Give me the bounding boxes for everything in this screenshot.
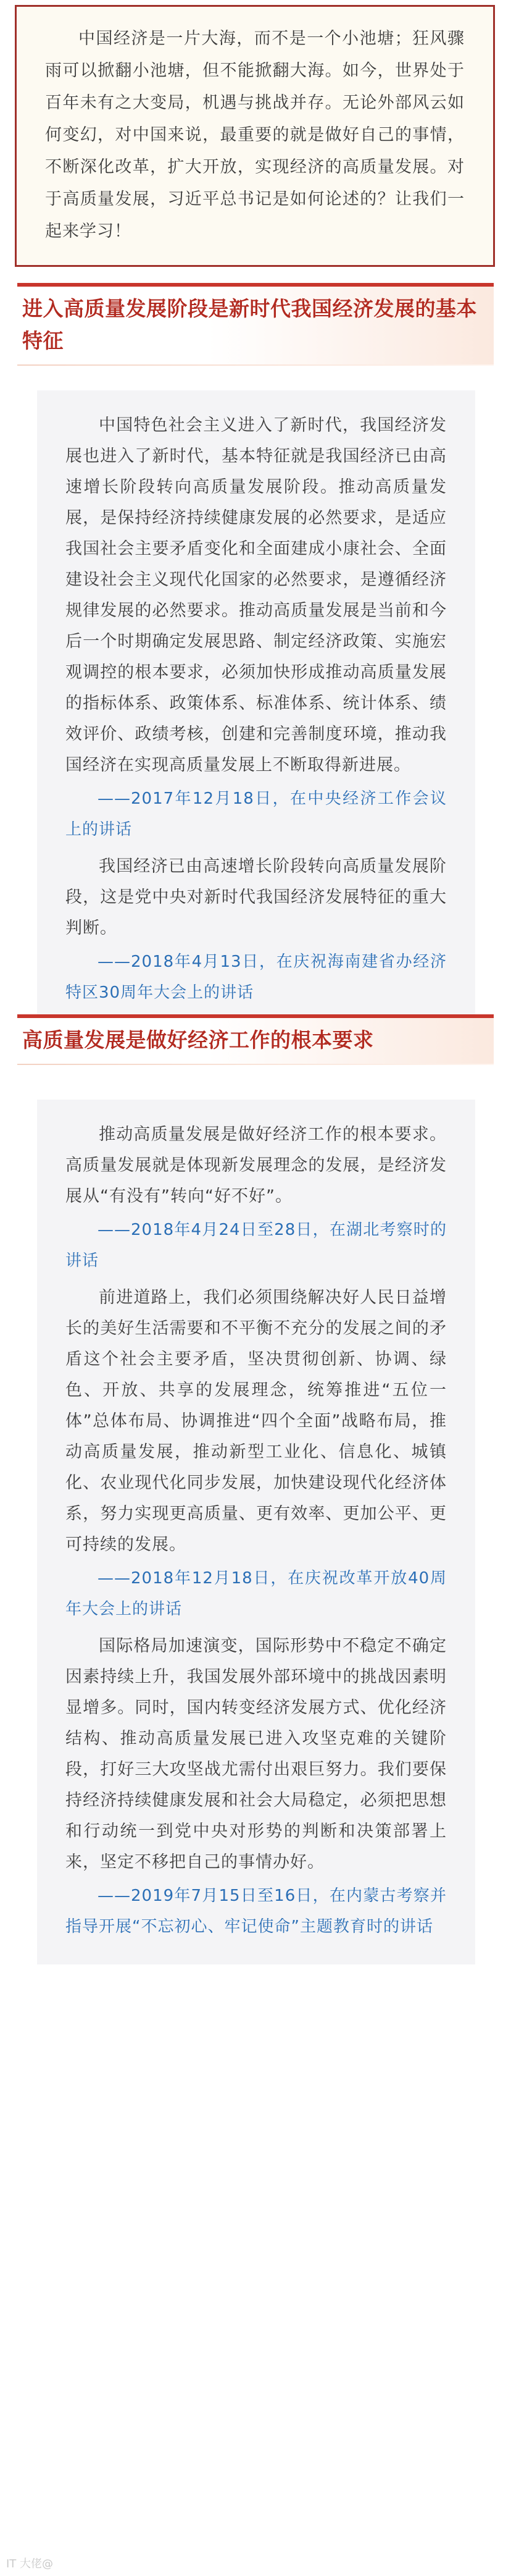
section-header-2 xyxy=(17,1014,494,1065)
source-citation: ——2018年12月18日，在庆祝改革开放40周年大会上的讲话 xyxy=(65,1569,447,1618)
paragraph: 前进道路上，我们必须围绕解决好人民日益增长的美好生活需要和不平衡不充分的发展之间的矛盾这个社会主要矛盾，坚决贯彻创新、协调、绿色、开放、共享的发展理念，统筹推进“五位一体”总体布局、协调推进“四个全面”战略布局，推动高质量发展，推动新型工业化、信息化、城镇化、农业现代化同步发展，加快建设现代化经济体系，努力实现更高质量、更有效率、更加公平、更可持续的发展。 xyxy=(65,1288,447,1554)
section-title-2: 高质量发展是做好经济工作的根本要求 xyxy=(22,1028,374,1052)
source-citation: ——2018年4月24日至28日，在湖北考察时的讲话 xyxy=(65,1221,447,1270)
paragraph: 我国经济已由高速增长阶段转向高质量发展阶段，这是党中央对新时代我国经济发展特征的重大判断。 xyxy=(65,857,447,938)
section-header-bottombar xyxy=(17,364,494,366)
intro-box xyxy=(15,5,495,267)
paragraph: 国际格局加速演变，国际形势中不稳定不确定因素持续上升，我国发展外部环境中的挑战因素明显增多。同时，国内转变经济发展方式、优化经济结构、推动高质量发展已进入攻坚克难的关键阶段，打好三大攻坚战尤需付出艰巨努力。我们要保持经济持续健康发展和社会大局稳定，必须把思想和行动统一到党中央对形势的判断和决策部署上来，坚定不移把自己的事情办好。 xyxy=(65,1636,447,1872)
source-citation: ——2017年12月18日，在中央经济工作会议上的讲话 xyxy=(65,789,447,839)
intro-text: 中国经济是一片大海，而不是一个小池塘；狂风骤雨可以掀翻小池塘，但不能掀翻大海。如今，世界处于百年未有之大变局，机遇与挑战并存。无论外部风云如何变幻，对中国来说，最重要的就是做好自己的事情，不断深化改革，扩大开放，实现经济的高质量发展。对于高质量发展，习近平总书记是如何论述的？让我们一起来学习！ xyxy=(45,29,465,241)
section-header-1 xyxy=(17,283,494,366)
paragraph: 推动高质量发展是做好经济工作的根本要求。高质量发展就是体现新发展理念的发展，是经济发展从“有没有”转向“好不好”。 xyxy=(65,1125,447,1206)
section-content-1 xyxy=(37,390,475,1030)
watermark: IT 大佬@ xyxy=(6,2557,54,2570)
section-content-2 xyxy=(37,1100,475,1964)
source-citation: ——2019年7月15日至16日，在内蒙古考察并指导开展“不忘初心、牢记使命”主题教育时的讲话 xyxy=(65,1887,447,1936)
section-header-bottombar xyxy=(17,1064,494,1065)
section-title-1: 进入高质量发展阶段是新时代我国经济发展的基本特征 xyxy=(22,297,477,353)
paragraph: 中国特色社会主义进入了新时代，我国经济发展也进入了新时代，基本特征就是我国经济已由高速增长阶段转向高质量发展阶段。推动高质量发展，是保持经济持续健康发展的必然要求，是适应我国社会主要矛盾变化和全面建成小康社会、全面建设社会主义现代化国家的必然要求，是遵循经济规律发展的必然要求。推动高质量发展是当前和今后一个时期确定发展思路、制定经济政策、实施宏观调控的根本要求，必须加快形成推动高质量发展的指标体系、政策体系、标准体系、统计体系、绩效评价、政绩考核，创建和完善制度环境，推动我国经济在实现高质量发展上不断取得新进展。 xyxy=(65,416,447,775)
source-citation: ——2018年4月13日，在庆祝海南建省办经济特区30周年大会上的讲话 xyxy=(65,953,447,1002)
